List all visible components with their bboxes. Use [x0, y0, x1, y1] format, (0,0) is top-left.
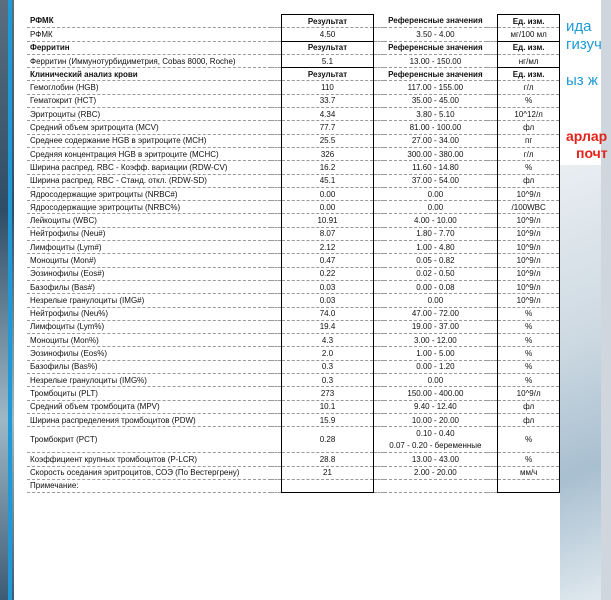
background-text: гизуч: [566, 36, 602, 53]
column-gap: [487, 147, 498, 160]
table-row: [27, 241, 560, 254]
column-gap: [373, 320, 384, 333]
column-gap: [271, 320, 282, 333]
column-gap: [271, 187, 282, 200]
test-reference: 2.00 - 20.00: [384, 466, 486, 479]
column-gap: [271, 201, 282, 214]
column-gap: [271, 479, 282, 492]
test-reference: 0.00: [384, 294, 486, 307]
test-name: Нейтрофилы (Neu#): [27, 227, 271, 240]
test-name: Гематокрит (HCT): [27, 94, 271, 107]
column-gap: [487, 134, 498, 147]
test-unit: фл: [498, 413, 560, 426]
table-row: [27, 94, 560, 107]
column-gap: [373, 108, 384, 121]
test-reference: 3.80 - 5.10: [384, 108, 486, 121]
column-gap: [271, 227, 282, 240]
column-gap: [373, 334, 384, 347]
column-gap: [373, 453, 384, 466]
column-gap: [373, 15, 384, 28]
column-gap: [373, 174, 384, 187]
test-result: 21: [282, 466, 373, 479]
test-unit: 10^9/л: [498, 241, 560, 254]
test-unit: /100WBC: [498, 201, 560, 214]
column-gap: [487, 54, 498, 67]
lab-report-sheet: [14, 0, 560, 600]
column-gap: [373, 54, 384, 67]
column-gap: [487, 387, 498, 400]
test-reference: 1.80 - 7.70: [384, 227, 486, 240]
column-gap: [373, 294, 384, 307]
column-gap: [373, 134, 384, 147]
column-gap: [271, 214, 282, 227]
column-gap: [373, 161, 384, 174]
test-result: 326: [282, 147, 373, 160]
test-name: Примечание:: [27, 479, 271, 492]
column-gap: [373, 147, 384, 160]
column-gap: [271, 334, 282, 347]
test-unit: мм/ч: [498, 466, 560, 479]
test-result: 0.03: [282, 294, 373, 307]
test-name: Моноциты (Mon%): [27, 334, 271, 347]
table-row: [27, 320, 560, 333]
test-name: Лимфоциты (Lym%): [27, 320, 271, 333]
column-gap: [373, 466, 384, 479]
test-reference: 0.05 - 0.82: [384, 254, 486, 267]
table-row: [27, 28, 560, 41]
test-reference: [384, 427, 486, 453]
test-unit: г/л: [498, 147, 560, 160]
test-result: 0.22: [282, 267, 373, 280]
column-gap: [271, 54, 282, 67]
column-gap: [373, 307, 384, 320]
column-gap: [373, 413, 384, 426]
test-unit: пг: [498, 134, 560, 147]
column-gap: [373, 227, 384, 240]
test-reference: 150.00 - 400.00: [384, 387, 486, 400]
table-row: [27, 161, 560, 174]
test-unit: фл: [498, 174, 560, 187]
test-unit: %: [498, 334, 560, 347]
column-gap: [373, 374, 384, 387]
column-gap: [487, 453, 498, 466]
table-row: [27, 187, 560, 200]
column-gap: [487, 108, 498, 121]
test-reference: 3.50 - 4.00: [384, 28, 486, 41]
test-reference: 0.00: [384, 374, 486, 387]
test-name: Нейтрофилы (Neu%): [27, 307, 271, 320]
column-gap: [271, 108, 282, 121]
test-unit: [498, 479, 560, 492]
table-row: [27, 280, 560, 293]
test-name: Ферритин (Иммунотурбидиметрия, Cobas 8000, Roche): [27, 54, 271, 67]
test-result: 45.1: [282, 174, 373, 187]
table-row: [27, 360, 560, 373]
test-result: 0.03: [282, 280, 373, 293]
test-result: 10.91: [282, 214, 373, 227]
test-reference: [384, 479, 486, 492]
column-gap: [271, 267, 282, 280]
column-gap: [271, 466, 282, 479]
test-name: Ядросодержащие эритроциты (NRBC%): [27, 201, 271, 214]
column-header-result: Результат: [282, 15, 373, 28]
test-result: 0.00: [282, 187, 373, 200]
test-reference: 9.40 - 12.40: [384, 400, 486, 413]
test-reference: 19.00 - 37.00: [384, 320, 486, 333]
reference-range: 0.10 - 0.40: [416, 428, 455, 438]
test-name: Ширина распределения тромбоцитов (PDW): [27, 413, 271, 426]
test-name: Эозинофилы (Eos#): [27, 267, 271, 280]
column-gap: [271, 413, 282, 426]
column-gap: [373, 81, 384, 94]
column-gap: [271, 94, 282, 107]
column-gap: [487, 360, 498, 373]
column-header-unit: Ед. изм.: [498, 68, 560, 81]
table-row: [27, 413, 560, 426]
background-accent-stripe: [8, 0, 12, 600]
test-unit: %: [498, 360, 560, 373]
test-unit: фл: [498, 400, 560, 413]
test-unit: %: [498, 307, 560, 320]
table-row: [27, 54, 560, 67]
column-gap: [373, 94, 384, 107]
background-text: ида: [566, 18, 592, 35]
column-header-unit: Ед. изм.: [498, 15, 560, 28]
test-name: РФМК: [27, 28, 271, 41]
test-name: Ширина распред. RBC - Станд. откл. (RDW-SD): [27, 174, 271, 187]
column-gap: [487, 41, 498, 54]
column-gap: [373, 267, 384, 280]
test-result: 33.7: [282, 94, 373, 107]
column-gap: [373, 479, 384, 492]
column-gap: [271, 347, 282, 360]
section-header-row: [27, 68, 560, 81]
column-gap: [487, 267, 498, 280]
test-name: Скорость оседания эритроцитов, СОЭ (По Вестергрену): [27, 466, 271, 479]
test-unit: %: [498, 320, 560, 333]
test-name: Незрелые гранулоциты (IMG%): [27, 374, 271, 387]
column-header-result: Результат: [282, 41, 373, 54]
column-header-unit: Ед. изм.: [498, 41, 560, 54]
table-row: [27, 201, 560, 214]
test-name: Ядросодержащие эритроциты (NRBC#): [27, 187, 271, 200]
table-row: [27, 307, 560, 320]
test-unit: 10^9/л: [498, 214, 560, 227]
test-reference: 81.00 - 100.00: [384, 121, 486, 134]
column-gap: [373, 387, 384, 400]
column-gap: [271, 427, 282, 453]
test-unit: %: [498, 347, 560, 360]
column-gap: [271, 254, 282, 267]
test-result: 2.12: [282, 241, 373, 254]
column-gap: [487, 347, 498, 360]
test-unit: 10^9/л: [498, 294, 560, 307]
column-gap: [271, 147, 282, 160]
test-name: Базофилы (Bas#): [27, 280, 271, 293]
table-row: [27, 214, 560, 227]
test-result: 5.1: [282, 54, 373, 67]
test-result: 0.47: [282, 254, 373, 267]
column-gap: [373, 427, 384, 453]
table-row: [27, 267, 560, 280]
test-reference: 3.00 - 12.00: [384, 334, 486, 347]
test-reference: 47.00 - 72.00: [384, 307, 486, 320]
test-unit: %: [498, 161, 560, 174]
column-gap: [373, 280, 384, 293]
table-row: [27, 81, 560, 94]
column-gap: [271, 387, 282, 400]
test-result: 4.34: [282, 108, 373, 121]
table-row: [27, 227, 560, 240]
table-row: [27, 134, 560, 147]
column-gap: [487, 413, 498, 426]
table-row: [27, 400, 560, 413]
test-reference: 4.00 - 10.00: [384, 214, 486, 227]
lab-results-table: [27, 14, 560, 493]
column-gap: [487, 466, 498, 479]
column-gap: [487, 28, 498, 41]
column-gap: [373, 360, 384, 373]
column-gap: [271, 174, 282, 187]
test-unit: 10^9/л: [498, 227, 560, 240]
column-gap: [487, 227, 498, 240]
column-gap: [271, 374, 282, 387]
test-name: Лимфоциты (Lym#): [27, 241, 271, 254]
test-unit: нг/мл: [498, 54, 560, 67]
test-name: Ширина распред. RBC - Коэфф. вариации (RDW-CV): [27, 161, 271, 174]
test-result: 0.3: [282, 360, 373, 373]
table-row: [27, 147, 560, 160]
column-gap: [373, 347, 384, 360]
test-result: 16.2: [282, 161, 373, 174]
test-reference: 117.00 - 155.00: [384, 81, 486, 94]
column-gap: [271, 307, 282, 320]
column-gap: [373, 241, 384, 254]
test-result: 8.07: [282, 227, 373, 240]
column-gap: [271, 280, 282, 293]
test-reference: 27.00 - 34.00: [384, 134, 486, 147]
test-name: Лейкоциты (WBC): [27, 214, 271, 227]
column-gap: [373, 400, 384, 413]
column-gap: [487, 334, 498, 347]
column-gap: [271, 134, 282, 147]
column-gap: [271, 41, 282, 54]
test-name: Гемоглобин (HGB): [27, 81, 271, 94]
column-gap: [271, 453, 282, 466]
test-unit: %: [498, 374, 560, 387]
column-gap: [487, 307, 498, 320]
test-unit: %: [498, 453, 560, 466]
test-name: Среднее содержание HGB в эритроците (MCH): [27, 134, 271, 147]
column-gap: [271, 28, 282, 41]
test-reference: 0.00 - 1.20: [384, 360, 486, 373]
test-name: Средняя концентрация HGB в эритроците (MCHC): [27, 147, 271, 160]
column-gap: [487, 161, 498, 174]
test-result: 74.0: [282, 307, 373, 320]
test-reference: 0.02 - 0.50: [384, 267, 486, 280]
test-result: 110: [282, 81, 373, 94]
column-header-reference: Референсные значения: [384, 15, 486, 28]
test-name: Эозинофилы (Eos%): [27, 347, 271, 360]
test-name: Коэффициент крупных тромбоцитов (P-LCR): [27, 453, 271, 466]
test-reference: 13.00 - 43.00: [384, 453, 486, 466]
column-gap: [487, 214, 498, 227]
column-header-reference: Референсные значения: [384, 41, 486, 54]
column-gap: [487, 294, 498, 307]
table-row: [27, 427, 560, 453]
test-reference: 300.00 - 380.00: [384, 147, 486, 160]
test-reference: 10.00 - 20.00: [384, 413, 486, 426]
test-result: 19.4: [282, 320, 373, 333]
table-row: [27, 347, 560, 360]
test-reference: 11.60 - 14.80: [384, 161, 486, 174]
reference-range-pregnant: 0.07 - 0.20 - беременные: [389, 440, 482, 450]
column-gap: [271, 400, 282, 413]
column-gap: [271, 81, 282, 94]
test-name: Моноциты (Mon#): [27, 254, 271, 267]
column-gap: [487, 241, 498, 254]
column-gap: [487, 427, 498, 453]
table-row: [27, 466, 560, 479]
column-gap: [487, 201, 498, 214]
test-name: Тромбокрит (PCT): [27, 427, 271, 453]
table-row: [27, 174, 560, 187]
table-row: [27, 254, 560, 267]
column-gap: [271, 68, 282, 81]
table-row: [27, 121, 560, 134]
background-right-photo: [560, 165, 601, 600]
column-gap: [487, 121, 498, 134]
test-unit: мг/100 мл: [498, 28, 560, 41]
section-title: Ферритин: [27, 41, 271, 54]
table-row: [27, 453, 560, 466]
test-name: Эритроциты (RBC): [27, 108, 271, 121]
column-gap: [487, 320, 498, 333]
column-gap: [373, 187, 384, 200]
section-title: Клинический анализ крови: [27, 68, 271, 81]
test-unit: г/л: [498, 81, 560, 94]
test-result: 77.7: [282, 121, 373, 134]
test-unit: 10^9/л: [498, 387, 560, 400]
section-header-row: [27, 15, 560, 28]
column-gap: [487, 374, 498, 387]
column-gap: [373, 68, 384, 81]
test-result: 15.9: [282, 413, 373, 426]
test-unit: %: [498, 94, 560, 107]
column-gap: [487, 400, 498, 413]
test-result: 2.0: [282, 347, 373, 360]
test-unit: 10^9/л: [498, 254, 560, 267]
test-result: [282, 479, 373, 492]
test-name: Средний объем эритроцита (MCV): [27, 121, 271, 134]
column-header-reference: Референсные значения: [384, 68, 486, 81]
test-result: 0.28: [282, 427, 373, 453]
test-reference: 0.00 - 0.08: [384, 280, 486, 293]
test-name: Незрелые гранулоциты (IMG#): [27, 294, 271, 307]
test-unit: 10^12/л: [498, 108, 560, 121]
column-gap: [487, 15, 498, 28]
test-name: Тромбоциты (PLT): [27, 387, 271, 400]
column-gap: [487, 68, 498, 81]
test-reference: 1.00 - 4.80: [384, 241, 486, 254]
column-gap: [373, 254, 384, 267]
column-gap: [373, 201, 384, 214]
column-gap: [271, 15, 282, 28]
test-result: 28.8: [282, 453, 373, 466]
test-name: Средний объем тромбоцита (MPV): [27, 400, 271, 413]
test-name: Базофилы (Bas%): [27, 360, 271, 373]
column-gap: [487, 280, 498, 293]
test-result: 4.50: [282, 28, 373, 41]
test-unit: 10^9/л: [498, 187, 560, 200]
test-reference: 0.00: [384, 201, 486, 214]
test-reference: 35.00 - 45.00: [384, 94, 486, 107]
table-row: [27, 387, 560, 400]
test-unit: 10^9/л: [498, 280, 560, 293]
column-gap: [373, 121, 384, 134]
column-gap: [487, 479, 498, 492]
column-gap: [271, 121, 282, 134]
table-row: [27, 108, 560, 121]
column-gap: [271, 241, 282, 254]
test-result: 273: [282, 387, 373, 400]
column-gap: [487, 81, 498, 94]
test-result: 25.5: [282, 134, 373, 147]
column-gap: [487, 187, 498, 200]
column-gap: [373, 214, 384, 227]
test-unit: 10^9/л: [498, 267, 560, 280]
column-header-result: Результат: [282, 68, 373, 81]
table-row: [27, 294, 560, 307]
column-gap: [271, 294, 282, 307]
table-row: [27, 479, 560, 492]
test-unit: фл: [498, 121, 560, 134]
test-result: 4.3: [282, 334, 373, 347]
test-reference: 37.00 - 54.00: [384, 174, 486, 187]
test-result: 0.00: [282, 201, 373, 214]
background-text: ыз ж: [566, 72, 598, 89]
background-text: арлар: [566, 128, 608, 144]
test-unit: %: [498, 427, 560, 453]
column-gap: [487, 174, 498, 187]
test-reference: 1.00 - 5.00: [384, 347, 486, 360]
test-reference: 13.00 - 150.00: [384, 54, 486, 67]
column-gap: [373, 28, 384, 41]
column-gap: [271, 360, 282, 373]
column-gap: [271, 161, 282, 174]
table-row: [27, 334, 560, 347]
test-result: 0.3: [282, 374, 373, 387]
section-header-row: [27, 41, 560, 54]
section-title: РФМК: [27, 15, 271, 28]
test-result: 10.1: [282, 400, 373, 413]
table-row: [27, 374, 560, 387]
background-text: почт: [576, 145, 608, 161]
column-gap: [487, 94, 498, 107]
test-reference: 0.00: [384, 187, 486, 200]
column-gap: [487, 254, 498, 267]
column-gap: [373, 41, 384, 54]
